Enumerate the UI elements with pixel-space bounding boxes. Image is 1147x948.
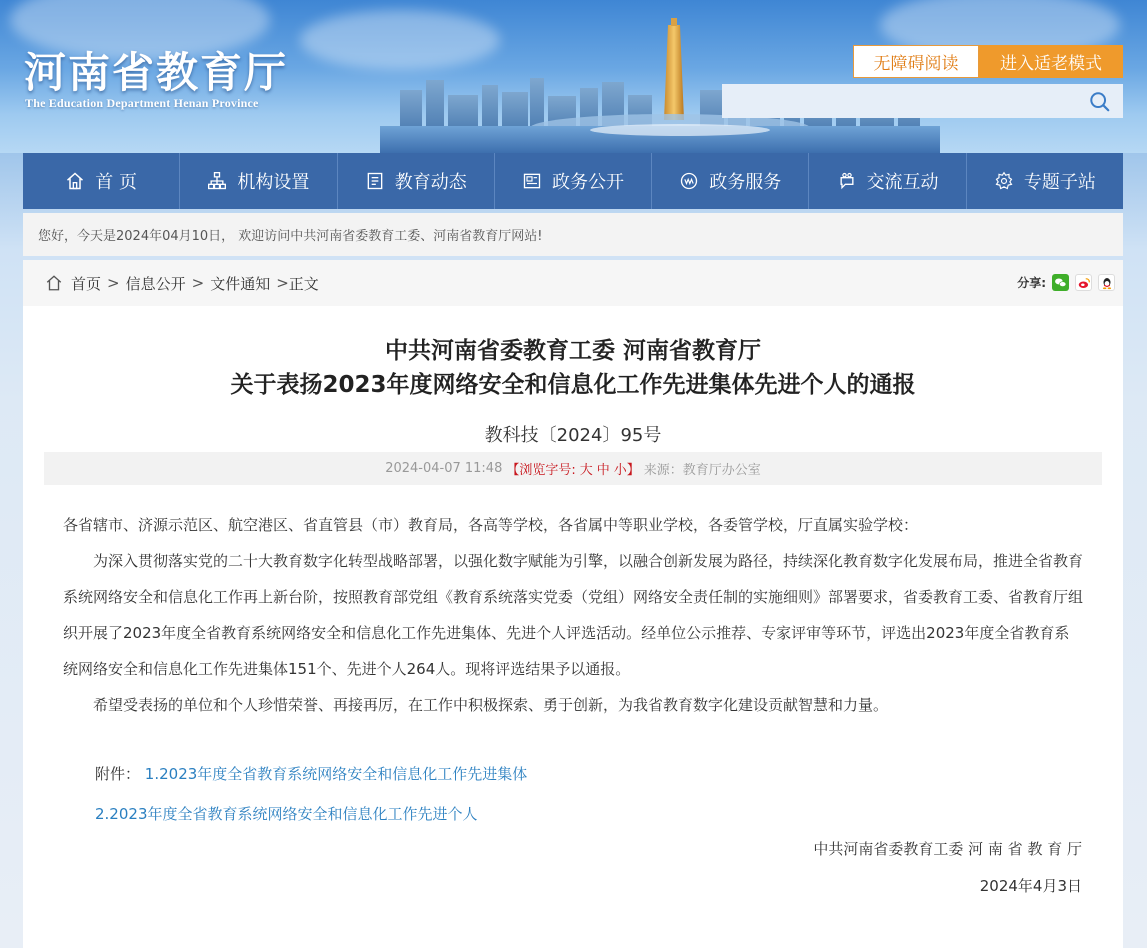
nav-item-label: 政务服务	[709, 172, 782, 193]
elder-mode-button[interactable]: 进入适老模式	[979, 45, 1123, 78]
breadcrumb-link-info[interactable]: 信息公开	[125, 274, 186, 293]
org-chart-icon	[207, 171, 227, 191]
attachments	[95, 764, 527, 784]
article-body	[63, 507, 1083, 723]
nav-item-interaction[interactable]	[809, 153, 966, 209]
article-title-line2: 关于表扬2023年度网络安全和信息化工作先进集体先进个人的通报	[230, 372, 916, 398]
nav-item-government-services[interactable]	[652, 153, 809, 209]
search-icon[interactable]	[1089, 91, 1111, 113]
salutation: 各省辖市、济源示范区、航空港区、省直管县（市）教育局，各高等学校，各省属中等职业学校，各委管学校，厅直属实验学校：	[63, 516, 919, 534]
nav-item-government-affairs[interactable]	[495, 153, 652, 209]
nav-item-topics[interactable]	[967, 153, 1123, 209]
chat-icon	[837, 171, 857, 191]
service-icon	[679, 171, 699, 191]
article-panel	[23, 260, 1123, 948]
font-size-medium-button[interactable]: 中	[596, 463, 610, 478]
breadcrumb-separator: >	[276, 274, 289, 292]
article-title-line1: 中共河南省委教育工委 河南省教育厅	[384, 338, 761, 364]
nav-item-label: 交流互动	[866, 172, 939, 193]
attachment-link-1[interactable]: 1.2023年度全省教育系统网络安全和信息化工作先进集体	[144, 765, 528, 783]
nav-item-organization[interactable]	[180, 153, 337, 209]
attachment-link-2[interactable]: 2.2023年度全省教育系统网络安全和信息化工作先进个人	[95, 805, 478, 823]
font-size-small-button[interactable]: 小】	[613, 463, 640, 478]
share-bar	[1017, 274, 1115, 291]
paragraph: 希望受表扬的单位和个人珍惜荣誉、再接再厉，在工作中积极探索、勇于创新，为我省教育数字化建设贡献智慧和力量。	[93, 696, 889, 714]
search-input[interactable]	[722, 84, 1082, 118]
breadcrumb-link-home[interactable]: 首页	[71, 274, 102, 293]
document-icon	[522, 171, 542, 191]
signature: 中共河南省委教育工委 河 南 省 教 育 厅	[813, 840, 1082, 858]
nav-item-label: 专题子站	[1023, 172, 1096, 193]
breadcrumb-current: 正文	[288, 274, 319, 293]
topic-icon	[994, 171, 1014, 191]
share-label: 分享:	[1017, 276, 1046, 290]
home-icon	[45, 274, 63, 292]
accessibility-reading-button[interactable]: 无障碍阅读	[853, 45, 979, 78]
paragraph: 为深入贯彻落实党的二十大教育数字化转型战略部署，以强化数字赋能为引擎，以融合创新发展为路径，持续深化教育数字化发展布局，推进全省教育系统网络安全和信息化工作再上新台阶，按照教育部党组《教育系统落实党委（党组）网络安全责任制的实施细则》部署要求，省委教育工委、省教育厅组织开展了2023年度全省教育系统网络安全和信息化工作先进集体、先进个人评选活动。经单位公示推荐、专家评审等环节，评选出2023年度全省教育系统网络安全和信息化工作先进集体151个、先进个人264人。现将评选结果予以通报。	[63, 552, 1084, 678]
breadcrumb	[23, 260, 1123, 306]
breadcrumb-separator: >	[107, 274, 120, 292]
nav-item-label: 首 页	[95, 172, 137, 193]
search-box	[722, 84, 1123, 118]
site-logo-subtitle: The Education Department Henan Province	[25, 96, 259, 110]
article-source: 来源：教育厅办公室	[643, 463, 761, 478]
breadcrumb-separator: >	[191, 274, 205, 292]
qq-icon[interactable]	[1098, 274, 1115, 291]
home-icon	[65, 171, 85, 191]
nav-item-label: 机构设置	[237, 172, 310, 193]
site-logo-title[interactable]: 河南省教育厅	[24, 48, 289, 97]
article-meta	[44, 452, 1102, 485]
welcome-message: 您好，今天是2024年04月10日， 欢迎访问中共河南省委教育工委、河南省教育厅网站!	[23, 213, 1123, 256]
document-number: 教科技〔2024〕95号	[484, 425, 662, 446]
font-size-large-button[interactable]: 大	[579, 463, 593, 478]
weibo-icon[interactable]	[1075, 274, 1092, 291]
article-title	[23, 334, 1123, 402]
attachment-label: 附件：	[95, 765, 141, 783]
publish-date: 2024-04-07 11:48	[385, 461, 503, 476]
font-size-label: 【浏览字号:	[506, 463, 576, 478]
nav-item-home[interactable]	[23, 153, 180, 209]
main-navigation	[23, 153, 1123, 209]
signature-date: 2024年4月3日	[979, 877, 1082, 895]
wechat-icon[interactable]	[1052, 274, 1069, 291]
nav-item-label: 教育动态	[394, 172, 467, 193]
breadcrumb-link-notices[interactable]: 文件通知	[210, 274, 271, 293]
news-icon	[365, 171, 385, 191]
nav-item-news[interactable]	[338, 153, 495, 209]
header-banner	[0, 0, 1147, 153]
nav-item-label: 政务公开	[551, 172, 624, 193]
